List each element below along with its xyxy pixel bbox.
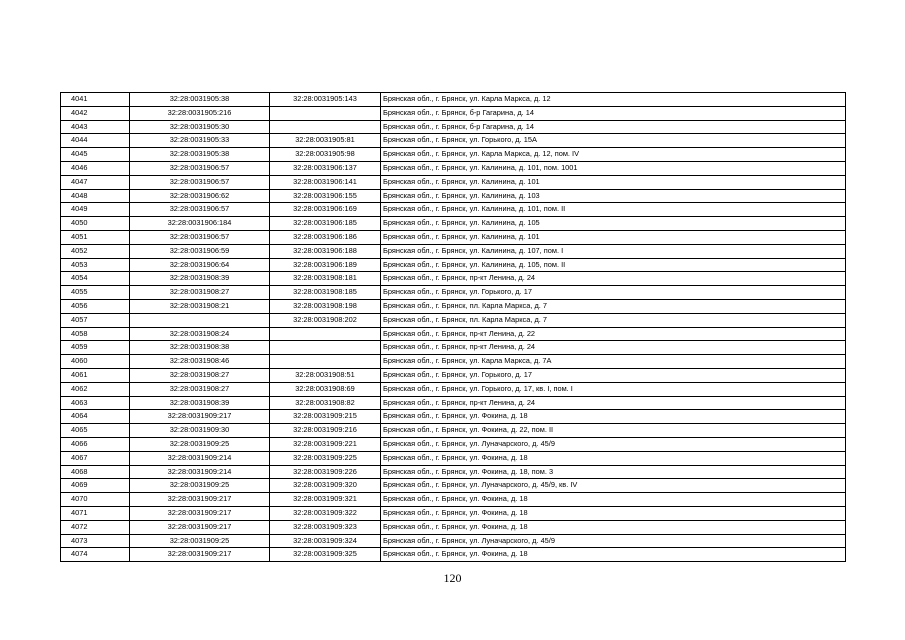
parcel-number-cell: 32:28:0031909:25	[130, 534, 270, 548]
row-number-cell: 4049	[61, 203, 130, 217]
parcel-number-cell: 32:28:0031909:217	[130, 493, 270, 507]
row-number-cell: 4059	[61, 341, 130, 355]
parcel-number-cell: 32:28:0031905:30	[130, 120, 270, 134]
table-row	[61, 161, 846, 175]
address-cell: Брянская обл., г. Брянск, ул. Калинина, д. 103	[381, 189, 846, 203]
address-cell: Брянская обл., г. Брянск, ул. Фокина, д. 18	[381, 451, 846, 465]
parcel-number-cell: 32:28:0031908:38	[130, 341, 270, 355]
building-number-cell	[270, 341, 381, 355]
table-row	[61, 93, 846, 107]
address-cell: Брянская обл., г. Брянск, ул. Калинина, д. 107, пом. I	[381, 244, 846, 258]
parcel-number-cell: 32:28:0031909:25	[130, 437, 270, 451]
parcel-number-cell: 32:28:0031908:39	[130, 272, 270, 286]
table-row	[61, 120, 846, 134]
address-cell: Брянская обл., г. Брянск, ул. Калинина, д. 101	[381, 230, 846, 244]
row-number-cell: 4046	[61, 161, 130, 175]
address-cell: Брянская обл., г. Брянск, ул. Горького, д. 17, кв. I, пом. I	[381, 382, 846, 396]
parcel-number-cell: 32:28:0031909:30	[130, 424, 270, 438]
parcel-number-cell: 32:28:0031906:57	[130, 161, 270, 175]
address-cell: Брянская обл., г. Брянск, ул. Калинина, д. 101	[381, 175, 846, 189]
parcel-number-cell: 32:28:0031909:217	[130, 520, 270, 534]
building-number-cell: 32:28:0031906:155	[270, 189, 381, 203]
building-number-cell: 32:28:0031906:185	[270, 217, 381, 231]
address-cell: Брянская обл., г. Брянск, пл. Карла Маркса, д. 7	[381, 299, 846, 313]
table-row	[61, 217, 846, 231]
building-number-cell: 32:28:0031905:98	[270, 148, 381, 162]
row-number-cell: 4061	[61, 368, 130, 382]
building-number-cell: 32:28:0031906:189	[270, 258, 381, 272]
address-cell: Брянская обл., г. Брянск, ул. Фокина, д. 18	[381, 548, 846, 562]
row-number-cell: 4043	[61, 120, 130, 134]
parcel-number-cell: 32:28:0031906:64	[130, 258, 270, 272]
table-row	[61, 272, 846, 286]
table-row	[61, 341, 846, 355]
address-cell: Брянская обл., г. Брянск, ул. Фокина, д. 18	[381, 506, 846, 520]
row-number-cell: 4069	[61, 479, 130, 493]
address-cell: Брянская обл., г. Брянск, ул. Калинина, д. 101, пом. 1001	[381, 161, 846, 175]
building-number-cell: 32:28:0031908:51	[270, 368, 381, 382]
address-cell: Брянская обл., г. Брянск, ул. Горького, д. 17	[381, 286, 846, 300]
building-number-cell: 32:28:0031909:325	[270, 548, 381, 562]
table-row	[61, 506, 846, 520]
row-number-cell: 4068	[61, 465, 130, 479]
address-cell: Брянская обл., г. Брянск, ул. Карла Маркса, д. 12, пом. IV	[381, 148, 846, 162]
address-cell: Брянская обл., г. Брянск, б-р Гагарина, д. 14	[381, 106, 846, 120]
table-row	[61, 299, 846, 313]
address-cell: Брянская обл., г. Брянск, ул. Горького, д. 17	[381, 368, 846, 382]
building-number-cell: 32:28:0031906:188	[270, 244, 381, 258]
table-row	[61, 424, 846, 438]
parcel-number-cell: 32:28:0031909:217	[130, 506, 270, 520]
building-number-cell: 32:28:0031908:181	[270, 272, 381, 286]
row-number-cell: 4064	[61, 410, 130, 424]
row-number-cell: 4071	[61, 506, 130, 520]
parcel-number-cell: 32:28:0031905:33	[130, 134, 270, 148]
row-number-cell: 4063	[61, 396, 130, 410]
parcel-number-cell	[130, 313, 270, 327]
parcel-number-cell: 32:28:0031906:57	[130, 203, 270, 217]
building-number-cell: 32:28:0031909:226	[270, 465, 381, 479]
building-number-cell: 32:28:0031909:221	[270, 437, 381, 451]
address-cell: Брянская обл., г. Брянск, б-р Гагарина, д. 14	[381, 120, 846, 134]
parcel-number-cell: 32:28:0031909:25	[130, 479, 270, 493]
table-row	[61, 437, 846, 451]
row-number-cell: 4042	[61, 106, 130, 120]
parcel-number-cell: 32:28:0031908:46	[130, 355, 270, 369]
address-cell: Брянская обл., г. Брянск, ул. Карла Маркса, д. 7А	[381, 355, 846, 369]
table-row	[61, 327, 846, 341]
address-cell: Брянская обл., г. Брянск, ул. Фокина, д. 22, пом. II	[381, 424, 846, 438]
row-number-cell: 4048	[61, 189, 130, 203]
address-cell: Брянская обл., г. Брянск, ул. Калинина, д. 105, пом. II	[381, 258, 846, 272]
table-row	[61, 134, 846, 148]
building-number-cell	[270, 327, 381, 341]
row-number-cell: 4051	[61, 230, 130, 244]
address-cell: Брянская обл., г. Брянск, ул. Луначарского, д. 45/9	[381, 534, 846, 548]
row-number-cell: 4062	[61, 382, 130, 396]
building-number-cell: 32:28:0031906:186	[270, 230, 381, 244]
address-cell: Брянская обл., г. Брянск, пр-кт Ленина, д. 22	[381, 327, 846, 341]
row-number-cell: 4073	[61, 534, 130, 548]
parcel-number-cell: 32:28:0031908:24	[130, 327, 270, 341]
address-cell: Брянская обл., г. Брянск, пр-кт Ленина, д. 24	[381, 396, 846, 410]
address-cell: Брянская обл., г. Брянск, ул. Луначарского, д. 45/9	[381, 437, 846, 451]
row-number-cell: 4057	[61, 313, 130, 327]
parcel-number-cell: 32:28:0031908:27	[130, 382, 270, 396]
address-cell: Брянская обл., г. Брянск, пр-кт Ленина, д. 24	[381, 341, 846, 355]
building-number-cell: 32:28:0031908:198	[270, 299, 381, 313]
row-number-cell: 4065	[61, 424, 130, 438]
parcel-number-cell: 32:28:0031906:59	[130, 244, 270, 258]
parcel-number-cell: 32:28:0031905:38	[130, 93, 270, 107]
building-number-cell	[270, 106, 381, 120]
table-row	[61, 106, 846, 120]
table-row	[61, 175, 846, 189]
table-body	[61, 93, 846, 562]
table-row	[61, 230, 846, 244]
table-row	[61, 148, 846, 162]
row-number-cell: 4066	[61, 437, 130, 451]
parcel-number-cell: 32:28:0031909:217	[130, 410, 270, 424]
building-number-cell: 32:28:0031909:225	[270, 451, 381, 465]
building-number-cell: 32:28:0031908:202	[270, 313, 381, 327]
table-row	[61, 534, 846, 548]
parcel-number-cell: 32:28:0031906:62	[130, 189, 270, 203]
address-cell: Брянская обл., г. Брянск, ул. Фокина, д. 18	[381, 410, 846, 424]
parcel-number-cell: 32:28:0031906:57	[130, 175, 270, 189]
address-cell: Брянская обл., г. Брянск, ул. Калинина, д. 105	[381, 217, 846, 231]
page-number: 120	[443, 571, 462, 585]
address-cell: Брянская обл., г. Брянск, ул. Горького, д. 15А	[381, 134, 846, 148]
parcel-number-cell: 32:28:0031908:27	[130, 286, 270, 300]
building-number-cell: 32:28:0031908:82	[270, 396, 381, 410]
table-row	[61, 313, 846, 327]
address-cell: Брянская обл., г. Брянск, ул. Фокина, д. 18	[381, 493, 846, 507]
table-row	[61, 493, 846, 507]
building-number-cell: 32:28:0031908:185	[270, 286, 381, 300]
address-cell: Брянская обл., г. Брянск, ул. Луначарского, д. 45/9, кв. IV	[381, 479, 846, 493]
row-number-cell: 4044	[61, 134, 130, 148]
parcel-number-cell: 32:28:0031908:39	[130, 396, 270, 410]
row-number-cell: 4058	[61, 327, 130, 341]
parcel-number-cell: 32:28:0031909:214	[130, 451, 270, 465]
row-number-cell: 4054	[61, 272, 130, 286]
address-cell: Брянская обл., г. Брянск, ул. Фокина, д. 18, пом. 3	[381, 465, 846, 479]
address-cell: Брянская обл., г. Брянск, ул. Калинина, д. 101, пом. II	[381, 203, 846, 217]
table-row	[61, 286, 846, 300]
parcel-number-cell: 32:28:0031908:27	[130, 368, 270, 382]
table-row	[61, 189, 846, 203]
building-number-cell: 32:28:0031909:324	[270, 534, 381, 548]
building-number-cell: 32:28:0031909:321	[270, 493, 381, 507]
cadastral-table	[60, 92, 846, 562]
address-cell: Брянская обл., г. Брянск, пр-кт Ленина, д. 24	[381, 272, 846, 286]
row-number-cell: 4045	[61, 148, 130, 162]
table-row	[61, 382, 846, 396]
building-number-cell: 32:28:0031909:322	[270, 506, 381, 520]
parcel-number-cell: 32:28:0031906:184	[130, 217, 270, 231]
table-row	[61, 520, 846, 534]
table-row	[61, 451, 846, 465]
building-number-cell: 32:28:0031909:216	[270, 424, 381, 438]
building-number-cell	[270, 355, 381, 369]
row-number-cell: 4052	[61, 244, 130, 258]
building-number-cell: 32:28:0031909:215	[270, 410, 381, 424]
table-row	[61, 479, 846, 493]
parcel-number-cell: 32:28:0031905:38	[130, 148, 270, 162]
table-row	[61, 258, 846, 272]
row-number-cell: 4070	[61, 493, 130, 507]
row-number-cell: 4047	[61, 175, 130, 189]
table-row	[61, 355, 846, 369]
row-number-cell: 4050	[61, 217, 130, 231]
row-number-cell: 4060	[61, 355, 130, 369]
building-number-cell: 32:28:0031906:141	[270, 175, 381, 189]
parcel-number-cell: 32:28:0031906:57	[130, 230, 270, 244]
table-row	[61, 244, 846, 258]
building-number-cell: 32:28:0031905:143	[270, 93, 381, 107]
building-number-cell: 32:28:0031906:169	[270, 203, 381, 217]
building-number-cell: 32:28:0031908:69	[270, 382, 381, 396]
table-row	[61, 396, 846, 410]
parcel-number-cell: 32:28:0031909:217	[130, 548, 270, 562]
table-row	[61, 465, 846, 479]
building-number-cell: 32:28:0031909:323	[270, 520, 381, 534]
building-number-cell: 32:28:0031906:137	[270, 161, 381, 175]
row-number-cell: 4041	[61, 93, 130, 107]
table-row	[61, 368, 846, 382]
address-cell: Брянская обл., г. Брянск, ул. Фокина, д. 18	[381, 520, 846, 534]
row-number-cell: 4067	[61, 451, 130, 465]
building-number-cell: 32:28:0031905:81	[270, 134, 381, 148]
address-cell: Брянская обл., г. Брянск, пл. Карла Маркса, д. 7	[381, 313, 846, 327]
building-number-cell	[270, 120, 381, 134]
table-row	[61, 203, 846, 217]
row-number-cell: 4072	[61, 520, 130, 534]
row-number-cell: 4056	[61, 299, 130, 313]
row-number-cell: 4055	[61, 286, 130, 300]
table-row	[61, 548, 846, 562]
row-number-cell: 4053	[61, 258, 130, 272]
parcel-number-cell: 32:28:0031909:214	[130, 465, 270, 479]
parcel-number-cell: 32:28:0031905:216	[130, 106, 270, 120]
address-cell: Брянская обл., г. Брянск, ул. Карла Маркса, д. 12	[381, 93, 846, 107]
table-row	[61, 410, 846, 424]
row-number-cell: 4074	[61, 548, 130, 562]
parcel-number-cell: 32:28:0031908:21	[130, 299, 270, 313]
building-number-cell: 32:28:0031909:320	[270, 479, 381, 493]
